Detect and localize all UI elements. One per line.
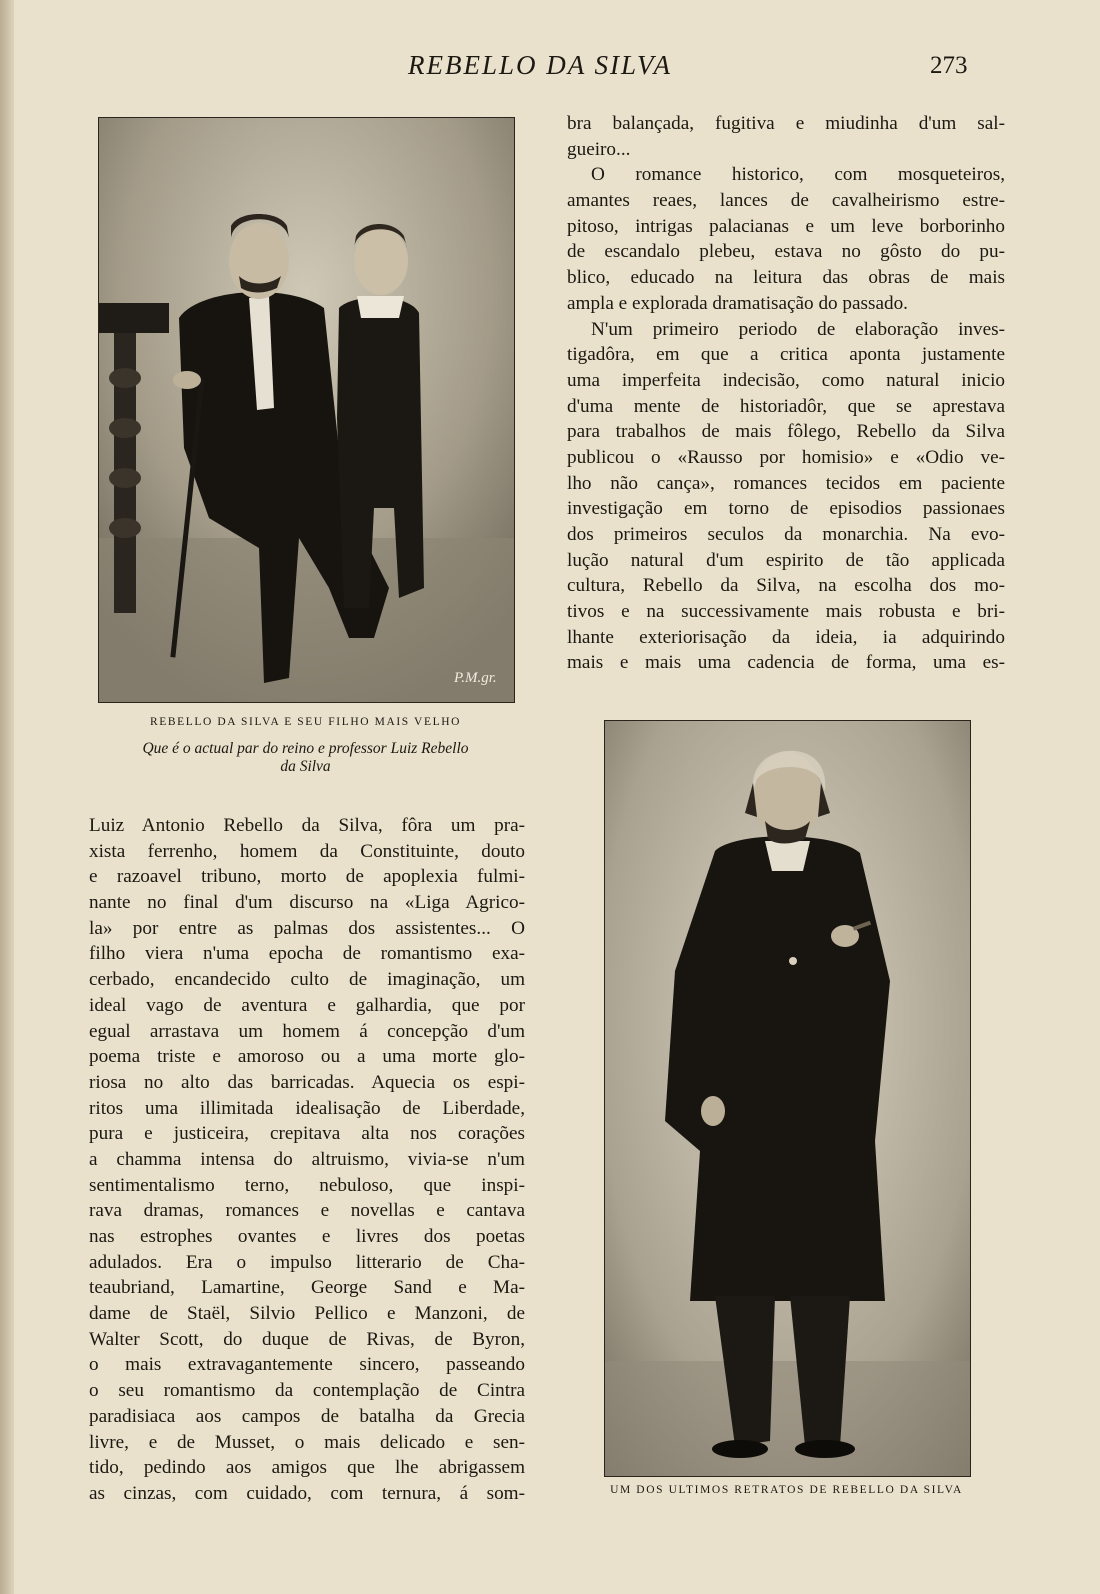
- text-line: pura e justiceira, crepitava alta nos corações: [89, 1123, 525, 1145]
- text-line: cultura, Rebello da Silva, na escolha dos mo-: [567, 575, 1005, 597]
- text-line: lhante exteriorisação da ideia, ia adquirindo: [567, 626, 1005, 648]
- text-line: investigação em torno de episodios passionaes: [567, 498, 1005, 520]
- text-line: N'um primeiro periodo de elaboração inves-: [591, 318, 1005, 340]
- page-binding-edge: [0, 0, 14, 1594]
- left-text-column: [89, 813, 525, 1507]
- text-line: o mais extravagantemente sincero, passeando: [89, 1354, 525, 1376]
- text-line: uma imperfeita indecisão, como natural inicio: [567, 369, 1005, 391]
- text-line: nante no final d'um discurso na «Liga Agrico-: [89, 892, 525, 914]
- figure-1-caption: REBELLO DA SILVA E SEU FILHO MAIS VELHO: [149, 716, 462, 728]
- text-line: livre, e de Musset, o mais delicado e sen-: [89, 1431, 525, 1453]
- text-line: as cinzas, com cuidado, com ternura, á som-: [89, 1482, 525, 1504]
- photo-standing-portrait: [604, 720, 971, 1477]
- text-line: la» por entre as palmas dos assistentes... O: [89, 917, 525, 939]
- text-line: Walter Scott, do duque de Rivas, de Byron,: [89, 1328, 525, 1350]
- text-line: amantes reaes, lances de cavalheirismo estre-: [567, 190, 1005, 212]
- text-line: xista ferrenho, homem da Constituinte, douto: [89, 840, 525, 862]
- text-line: adulados. Era o impulso litterario de Cha-: [89, 1251, 525, 1273]
- photo-father-and-son: [98, 117, 515, 703]
- text-line: a chamma intensa do altruismo, vivia-se n'um: [89, 1148, 525, 1170]
- text-line: lho não cança», romances tecidos em paciente: [567, 472, 1005, 494]
- text-line: de escandalo plebeu, estava no gôsto do pu-: [567, 241, 1005, 263]
- page-number: 273: [930, 52, 968, 79]
- text-line: tivos e na successivamente mais robusta e bri-: [567, 601, 1005, 623]
- text-line: ampla e explorada dramatisação do passado.: [567, 292, 908, 314]
- text-line: sentimentalismo terno, nebuloso, que inspi-: [89, 1174, 525, 1196]
- text-line: dame de Staël, Silvio Pellico e Manzoni, de: [89, 1303, 525, 1325]
- running-title: REBELLO DA SILVA: [408, 50, 672, 80]
- text-line: publicou o «Rausso por homisio» e «Odio ve-: [567, 446, 1005, 468]
- text-line: para trabalhos de mais fôlego, Rebello da Silva: [567, 421, 1005, 443]
- text-line: ritos uma illimitada idealisação de Liberdade,: [89, 1097, 525, 1119]
- text-line: nas estrophes ovantes e livres dos poetas: [89, 1226, 525, 1247]
- text-line: mais e mais uma cadencia de forma, uma es-: [567, 652, 1005, 674]
- text-line: rava dramas, romances e novellas e cantava: [89, 1200, 525, 1222]
- photo-signature: P.M.gr.: [454, 670, 497, 686]
- text-line: riosa no alto das barricadas. Aquecia os espi-: [89, 1071, 525, 1093]
- text-line: gueiro...: [567, 138, 631, 160]
- text-line: e razoavel tribuno, morto de apoplexia fulmi-: [89, 866, 525, 888]
- text-line: filho viera n'uma epocha de romantismo exa-: [89, 943, 525, 965]
- text-line: teaubriand, Lamartine, George Sand e Ma-: [89, 1277, 525, 1299]
- figure-1-subcaption-line-1: Que é o actual par do reino e professor Luiz Rebello: [142, 740, 469, 757]
- text-line: dos primeiros seculos da monarchia. Na evo-: [567, 524, 1005, 545]
- text-line: Luiz Antonio Rebello da Silva, fôra um pra-: [89, 815, 525, 836]
- text-line: ideal vago de aventura e galhardia, que por: [89, 994, 525, 1016]
- text-line: paradisiaca aos campos de batalha da Grecia: [89, 1405, 525, 1427]
- text-line: bra balançada, fugitiva e miudinha d'um sal-: [567, 113, 1005, 134]
- text-line: tigadôra, em que a critica aponta justamente: [567, 344, 1005, 366]
- figure-1-subcaption: [98, 740, 513, 776]
- text-line: poema triste e amoroso ou a uma morte glo-: [89, 1046, 525, 1068]
- text-line: d'uma mente de historiadôr, que se aprestava: [567, 395, 1005, 417]
- right-text-column: [567, 111, 1005, 676]
- text-line: egual arrastava um homem á concepção d'um: [89, 1020, 525, 1042]
- figure-1-subcaption-line-2: da Silva: [280, 758, 331, 775]
- text-line: tido, pedindo aos amigos que lhe abrigassem: [89, 1457, 525, 1479]
- text-line: blico, educado na leitura das obras de mais: [567, 267, 1005, 289]
- text-line: o seu romantismo da contemplação de Cintra: [89, 1380, 525, 1402]
- text-line: cerbado, encandecido culto de imaginação, um: [89, 969, 525, 991]
- text-line: O romance historico, com mosqueteiros,: [591, 164, 1005, 186]
- figure-2-caption: UM DOS ULTIMOS RETRATOS DE REBELLO DA SILVA: [610, 1484, 963, 1496]
- text-line: lução natural d'um espirito de tão applicada: [567, 549, 1005, 571]
- text-line: pitoso, intrigas palacianas e um leve borborinho: [567, 215, 1005, 237]
